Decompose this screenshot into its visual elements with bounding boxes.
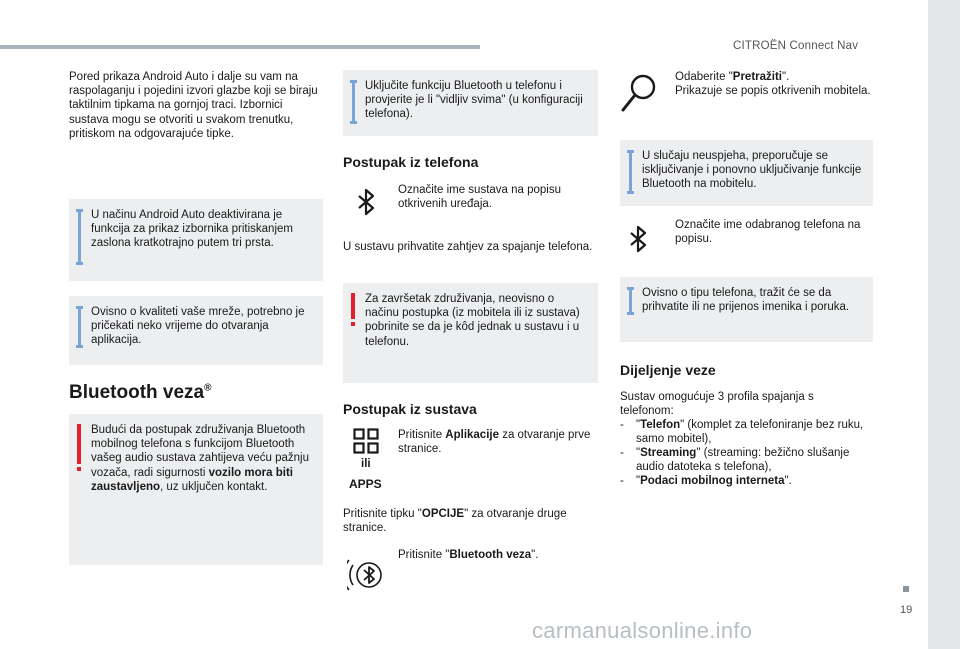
info-marker [78,209,81,265]
info-text: U slučaju neuspjeha, preporučuje se isključivanje i ponovno uključivanje funkcije Bluetooth na mobitelu. [642,150,862,191]
warning-text: Za završetak združivanja, neovisno o načinu postupka (iz mobitela ili iz sustava) pobrinite se da je kôd jednak u sustavu i u telefonu. [365,293,580,348]
apps-grid-icon [353,428,379,454]
info-marker [352,80,355,124]
profile-dash: - [620,419,624,431]
step-select-system: Označite ime sustava na popisu otkrivenih uređaja. [398,184,562,211]
profile-dash: - [620,475,624,487]
profile-mobile-data: "Podaci mobilnog interneta". [636,475,792,487]
section-heading-bluetooth: Bluetooth veza® [69,382,212,403]
step-press-bluetooth: Pritisnite "Bluetooth veza". [398,549,539,561]
bluetooth-icon [627,224,651,254]
heading-from-phone: Postupak iz telefona [343,154,479,170]
info-marker [629,287,632,315]
profile-streaming: "Streaming" (streaming: bežično slušanje audio datoteka s telefona), [636,447,850,474]
info-text: Ovisno o kvaliteti vaše mreže, potrebno je pričekati neko vrijeme do otvaranja aplikacija. [91,306,305,347]
info-box-network [69,296,323,365]
step-press-options: Pritisnite tipku "OPCIJE" za otvaranje druge stranice. [343,508,567,535]
heading-from-system: Postupak iz sustava [343,401,477,417]
brand-label: CITROËN Connect Nav [733,40,859,52]
info-text: Uključite funkciju Bluetooth u telefonu i provjerite je li "vidljiv svima" (u konfiguraciji telefona). [365,80,583,121]
bluetooth-icon [355,187,379,217]
info-text: Ovisno o tipu telefona, tražit će se da prihvatite ili ne prijenos imenika i poruka. [642,287,850,314]
warning-text: Budući da postupak združivanja Bluetooth mobilnog telefona s funkcijom Bluetooth vašeg audio sustava zahtijeva veću pažnju vozača, radi sigurnosti vozilo mora biti zaustavljeno, uz uključen kontakt. [91,424,310,493]
intro-paragraph: Pored prikaza Android Auto i dalje su vam na raspolaganju i pojedini izvori glazbe koji se biraju taktilnim tipkama na gornjoj traci. Izbornici sustava mogu se otvoriti u svakom trenutku, pritiskom na odgovarajuće tipke. [69,71,318,140]
continuation-marker [903,586,909,592]
info-box-gesture [69,199,323,281]
warning-box-code [343,283,598,383]
warning-box-safety [69,414,323,565]
warning-marker [351,293,355,319]
header-rule [0,45,480,49]
step-select-phone: Označite ime odabranog telefona na popisu. [675,219,861,246]
step-press-apps: Pritisnite Aplikacije za otvaranje prve stranice. [398,429,591,456]
watermark: carmanualsonline.info [532,618,753,643]
info-marker [629,150,632,194]
info-box-failure [620,140,873,206]
info-text: U načinu Android Auto deaktivirana je funkcija za prikaz izbornika pritiskanjem zaslona kratkotrajno putem tri prsta. [91,209,293,250]
info-box-phone-type [620,277,873,342]
apps-label: APPS [349,477,382,491]
bluetooth-wireless-icon [347,551,385,591]
accept-request-text: U sustavu prihvatite zahtjev za spajanje telefona. [343,241,593,253]
info-box-enable-bt [343,70,598,136]
page-side-strip [928,0,960,649]
search-icon [619,72,659,114]
warning-marker [77,424,81,464]
profile-dash: - [620,447,624,459]
info-marker [78,306,81,348]
sharing-intro: Sustav omogućuje 3 profila spajanja s telefonom: [620,391,814,418]
page-number: 19 [900,604,913,616]
heading-sharing: Dijeljenje veze [620,362,716,378]
step-search: Odaberite "Pretražiti". Prikazuje se popis otkrivenih mobitela. [675,71,871,98]
or-label: ili [361,458,371,470]
profile-telefon: "Telefon" (komplet za telefoniranje bez ruku, samo mobitel), [636,419,864,446]
